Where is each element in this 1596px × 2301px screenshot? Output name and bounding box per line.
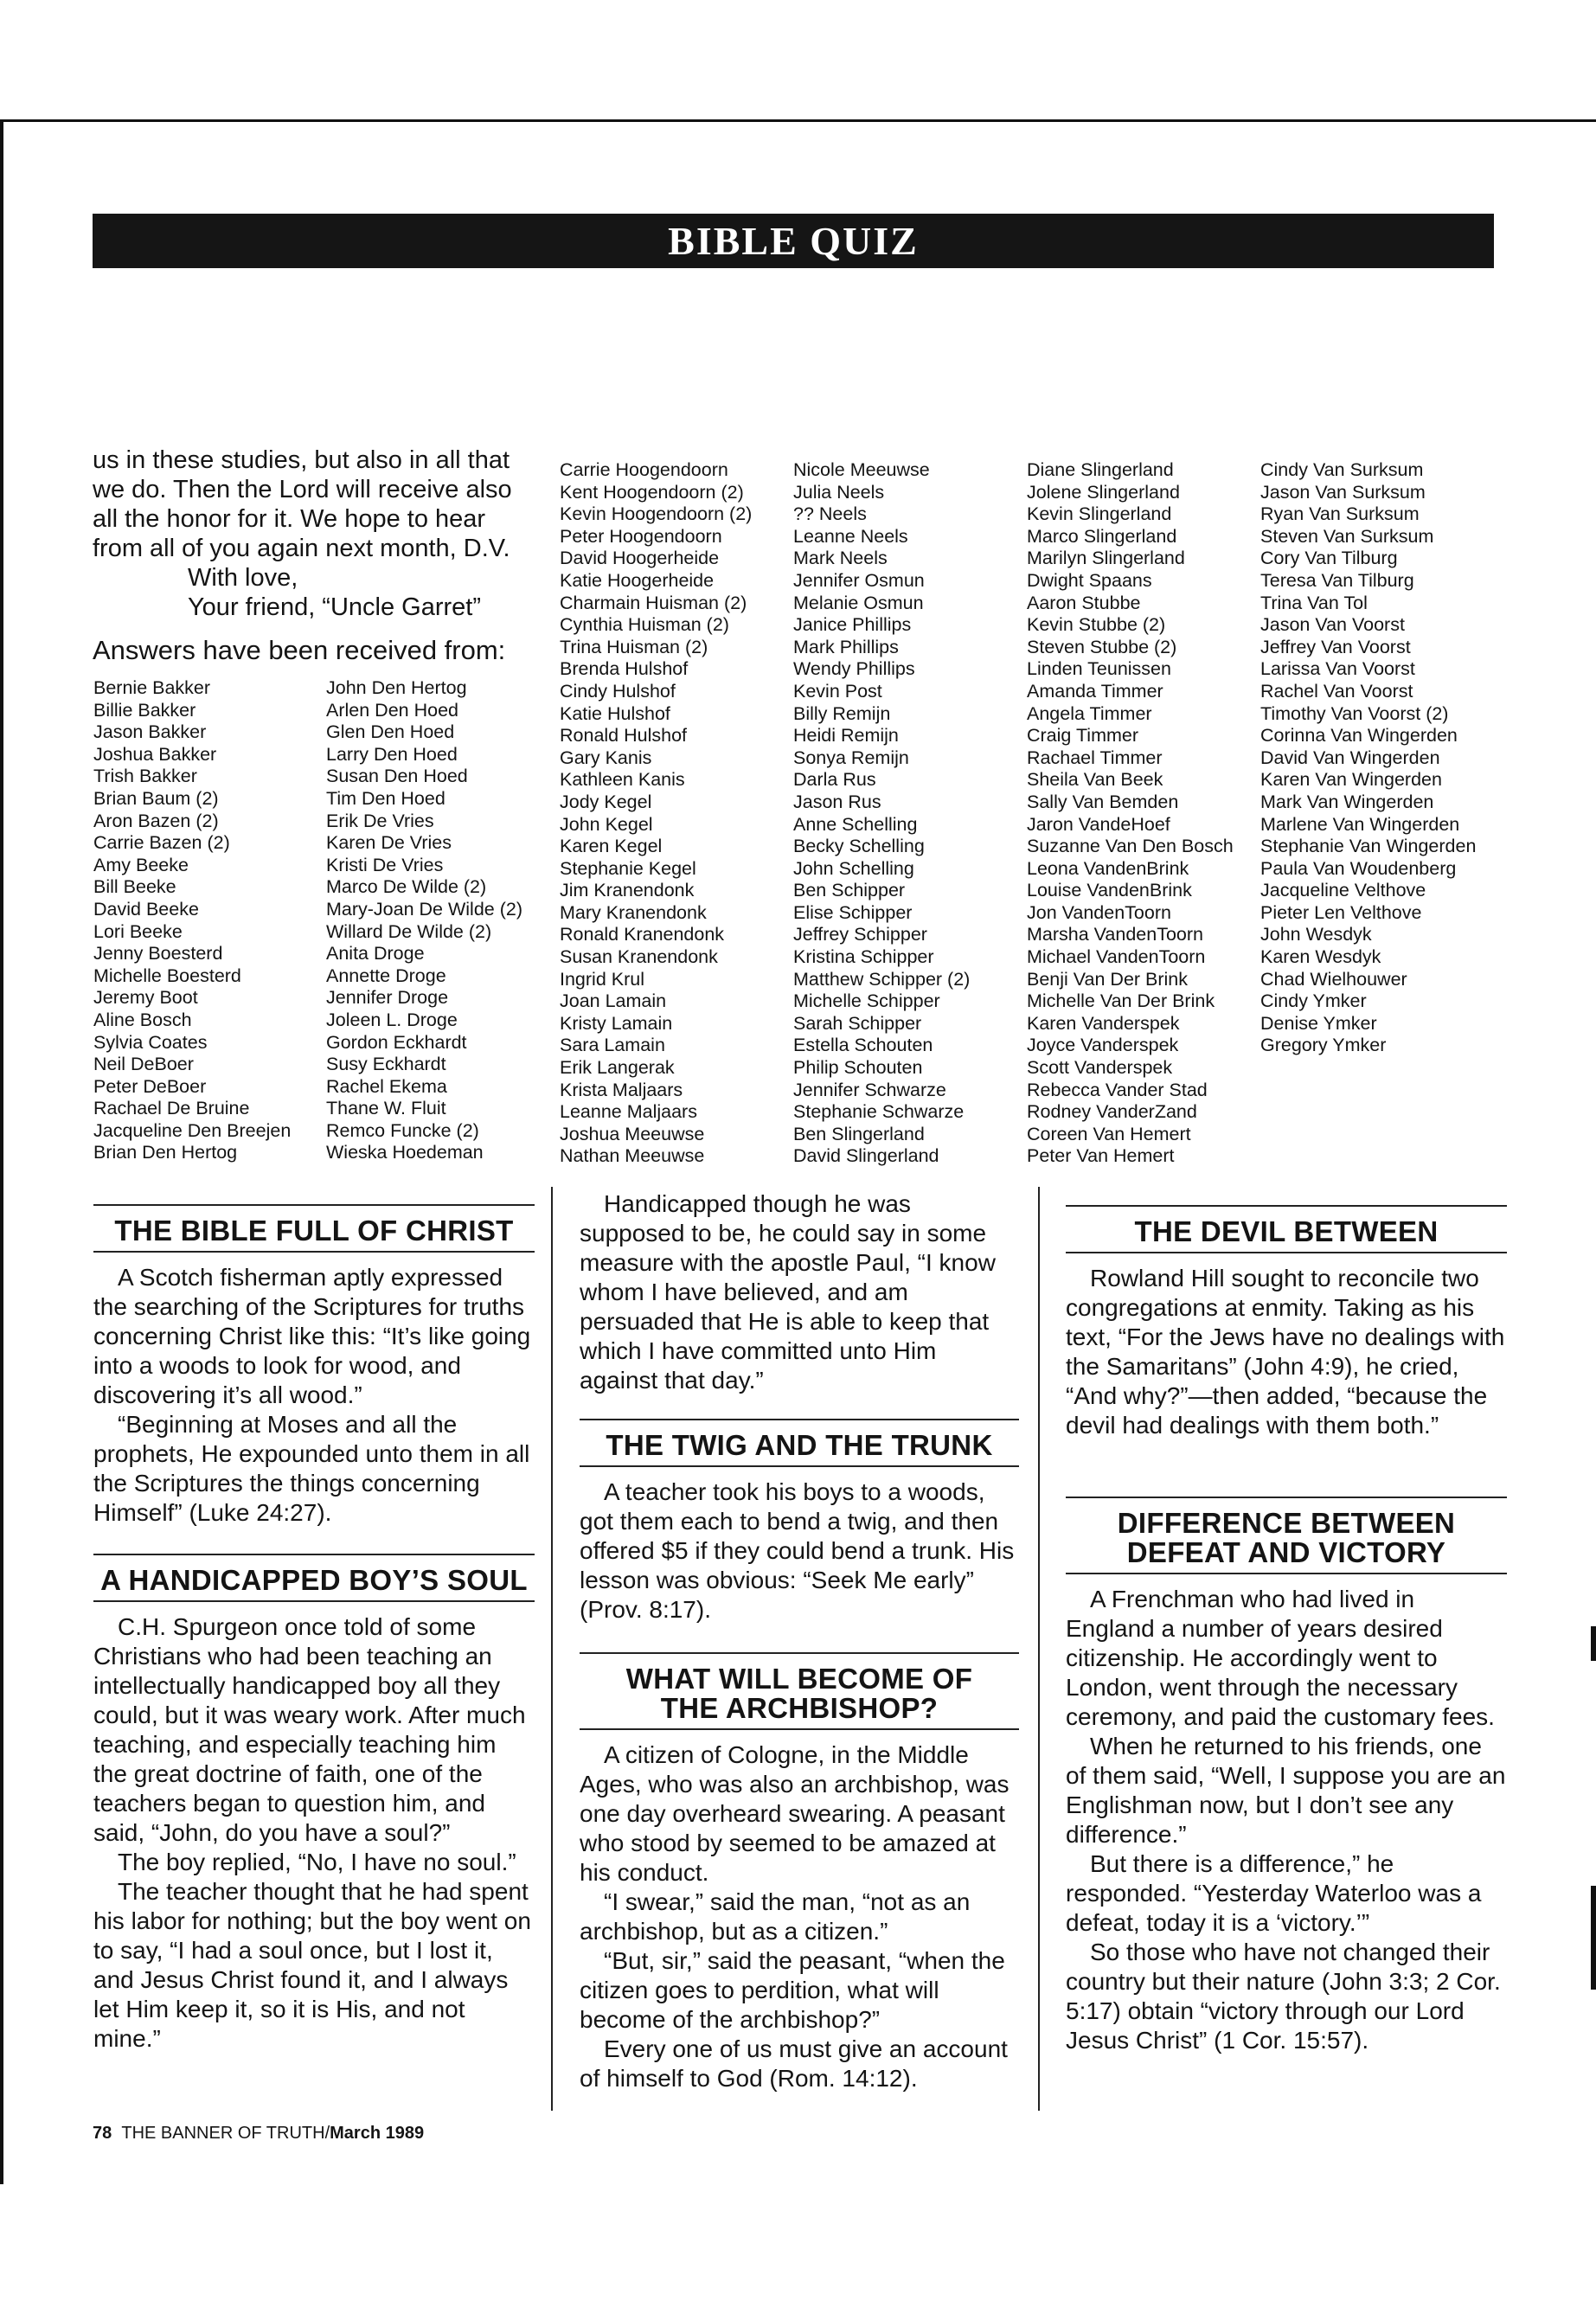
top-rule (0, 119, 1596, 122)
paragraph: The teacher thought that he had spent his labor for nothing; but the boy went on to say, “I had a soul once, but I lost it, and Jesus Christ found it, and I always let Him keep it, so it is His, and not mine.” (93, 1878, 531, 2052)
name-list-column-5 (1027, 459, 1234, 1168)
name-entry: Becky Schelling (793, 836, 925, 857)
name-entry: Amy Beeke (93, 854, 189, 875)
name-entry: Ryan Van Surksum (1260, 503, 1420, 525)
name-entry: Jenny Boesterd (93, 943, 223, 965)
name-entry: Rachel Ekema (326, 1075, 447, 1097)
article-title-line-2: DEFEAT AND VICTORY (1126, 1536, 1446, 1568)
name-entry: Jason Van Voorst (1260, 614, 1405, 636)
rule (580, 1419, 1019, 1420)
name-entry: Mark Van Wingerden (1260, 791, 1434, 812)
paragraph: A teacher took his boys to a woods, got them each to bend a twig, and then offered $5 if they could bend a trunk. His lesson was obvious: “Seek Me early” (Prov. 8:17). (580, 1478, 1015, 1623)
name-entry: Billy Remijn (793, 702, 891, 724)
name-entry: Carrie Hoogendoorn (560, 459, 728, 480)
name-entry: Kristi De Vries (326, 854, 444, 875)
name-entry: Aron Bazen (2) (93, 810, 219, 831)
paragraph: “But, sir,” said the peasant, “when the citizen goes to perdition, what will become of the archbishop?” (580, 1947, 1005, 2033)
intro-line: us in these studies, but also in all that (93, 446, 510, 474)
name-entry: Cindy Hulshof (560, 680, 676, 702)
name-entry: Susan Den Hoed (326, 766, 468, 787)
paragraph: A citizen of Cologne, in the Middle Ages, who was also an archbishop, was one day overheard swearing. A peasant who stood by seemed to be amazed at his conduct. (580, 1741, 1010, 1886)
name-entry: Thane W. Fluit (326, 1098, 446, 1119)
name-entry: Marlene Van Wingerden (1260, 813, 1460, 835)
name-entry: Larissa Van Voorst (1260, 658, 1415, 680)
answers-heading: Answers have been received from: (93, 635, 506, 665)
name-entry: John Wesdyk (1260, 924, 1372, 945)
left-page-edge (0, 121, 3, 2184)
name-entry: Ben Slingerland (793, 1123, 925, 1144)
name-list-column-4 (793, 459, 970, 1168)
article-devil-between (1066, 1205, 1507, 1440)
name-entry: Sara Lamain (560, 1035, 665, 1056)
name-entry: Leanne Neels (793, 525, 908, 547)
name-entry: Rodney VanderZand (1027, 1101, 1197, 1123)
paragraph: C.H. Spurgeon once told of some Christians who had been teaching an intellectually handicapped boy all they could, but it was weary work. After much teaching, and especially teaching him the great doctrine of faith, one of the teachers began to question him, and said, “John, do you have a soul?” (93, 1613, 526, 1846)
name-entry: Jacqueline Den Breejen (93, 1119, 292, 1141)
name-entry: Julia Neels (793, 481, 885, 503)
name-entry: Kevin Hoogendoorn (2) (560, 503, 753, 525)
name-entry: Jody Kegel (560, 791, 652, 812)
name-entry: Trish Bakker (93, 766, 197, 787)
name-entry: Larry Den Hoed (326, 743, 458, 765)
paragraph: Handicapped though he was supposed to be, he could say in some measure with the apostle Paul, “I know whom I have believed, and am persuaded that He is able to keep that which I have committed unto Him against that day.” (580, 1190, 996, 1394)
article-title-line-2: THE ARCHBISHOP? (660, 1692, 939, 1724)
name-entry: Denise Ymker (1260, 1012, 1377, 1034)
name-entry: Brian Den Hertog (93, 1142, 238, 1163)
name-entry: Dwight Spaans (1027, 569, 1152, 591)
paragraph: A Scotch fisherman aptly expressed the searching of the Scriptures for truths concerning Christ like this: “It’s like going into a woods to look for wood, and discovering it’s all wood.” (93, 1264, 531, 1408)
name-entry: Jason Rus (793, 791, 881, 812)
name-entry: Erik Langerak (560, 1057, 675, 1079)
section-title: BIBLE QUIZ (668, 219, 919, 263)
name-entry: Matthew Schipper (2) (793, 968, 971, 990)
intro-line: all the honor for it. We hope to hear (93, 505, 486, 533)
name-entry: Jeremy Boot (93, 987, 198, 1009)
name-entry: Heidi Remijn (793, 725, 899, 747)
name-entry: Diane Slingerland (1027, 459, 1174, 480)
name-entry: Jason Bakker (93, 721, 207, 743)
name-entry: Neil DeBoer (93, 1054, 194, 1075)
name-entry: Stephanie Kegel (560, 857, 696, 879)
name-entry: Remco Funcke (2) (326, 1119, 479, 1141)
name-entry: Linden Teunissen (1027, 658, 1171, 680)
scan-edge-mark (1591, 1886, 1596, 1990)
article-twig-and-trunk (580, 1419, 1019, 1625)
paragraph: “Beginning at Moses and all the prophets, He expounded unto them in all the Scriptures the things concerning Himself” (Luke 24:27). (93, 1411, 530, 1526)
name-entry: Mark Neels (793, 548, 888, 569)
name-entry: Louise VandenBrink (1027, 880, 1192, 901)
name-entry: David Hoogerheide (560, 548, 720, 569)
name-entry: Marco Slingerland (1027, 525, 1177, 547)
name-entry: Stephanie Schwarze (793, 1101, 965, 1123)
article-defeat-and-victory (1066, 1497, 1507, 2055)
rule (93, 1554, 535, 1555)
name-entry: Joshua Meeuwse (560, 1123, 705, 1144)
name-entry: Michelle Boesterd (93, 965, 241, 986)
name-entry: Joshua Bakker (93, 743, 217, 765)
name-entry: Billie Bakker (93, 699, 196, 721)
paragraph: “I swear,” said the man, “not as an archbishop, but as a citizen.” (580, 1888, 971, 1945)
name-entry: Aaron Stubbe (1027, 592, 1141, 613)
publication-name: THE BANNER OF TRUTH/ (121, 2124, 330, 2143)
name-entry: Arlen Den Hoed (326, 699, 458, 721)
name-entry: Trina Huisman (2) (560, 636, 708, 657)
rule (1066, 1252, 1507, 1253)
name-entry: Sheila Van Beek (1027, 769, 1163, 791)
name-entry: Joyce Vanderspek (1027, 1035, 1179, 1056)
paragraph: When he returned to his friends, one of them said, “Well, I suppose you are an Englishman now, but I don’t see any difference.” (1066, 1733, 1506, 1848)
name-entry: Kevin Slingerland (1027, 503, 1172, 525)
issue-date: March 1989 (330, 2124, 425, 2143)
name-entry: Joan Lamain (560, 990, 667, 1012)
name-entry: Rebecca Vander Stad (1027, 1079, 1208, 1100)
name-entry: Melanie Osmun (793, 592, 924, 613)
name-entry: Rachel Van Voorst (1260, 680, 1413, 702)
name-entry: Jennifer Droge (326, 987, 449, 1009)
rule (1066, 1497, 1507, 1498)
name-entry: Ben Schipper (793, 880, 906, 901)
name-entry: Cindy Van Surksum (1260, 459, 1424, 480)
name-entry: Steven Stubbe (2) (1027, 636, 1177, 657)
name-entry: Willard De Wilde (2) (326, 920, 492, 942)
name-entry: Gary Kanis (560, 747, 652, 768)
name-entry: Trina Van Tol (1260, 592, 1368, 613)
name-entry: Jaron VandeHoef (1027, 813, 1170, 835)
name-entry: Sarah Schipper (793, 1012, 922, 1034)
article-archbishop (580, 1652, 1019, 2093)
name-entry: Paula Van Woudenberg (1260, 857, 1457, 879)
name-entry: Katie Hoogerheide (560, 569, 715, 591)
name-entry: Karen De Vries (326, 832, 452, 854)
name-entry: Bernie Bakker (93, 677, 211, 698)
column-divider (551, 1187, 553, 2111)
name-entry: Jason Van Surksum (1260, 481, 1426, 503)
name-entry: Jolene Slingerland (1027, 481, 1180, 503)
name-entry: Bill Beeke (93, 876, 176, 898)
name-entry: ?? Neels (793, 503, 867, 525)
name-entry: Karen Vanderspek (1027, 1012, 1180, 1034)
name-entry: Scott Vanderspek (1027, 1057, 1173, 1079)
name-entry: Kevin Stubbe (2) (1027, 614, 1166, 636)
name-entry: Darla Rus (793, 769, 876, 791)
name-entry: David Beeke (93, 898, 199, 920)
name-entry: Gregory Ymker (1260, 1035, 1387, 1056)
name-list-column-6 (1260, 459, 1476, 1057)
name-entry: Nicole Meeuwse (793, 459, 930, 480)
name-entry: Annette Droge (326, 965, 446, 986)
rule (580, 1652, 1019, 1654)
article-handicapped-boys-soul (93, 1554, 535, 2054)
name-entry: Jennifer Schwarze (793, 1079, 946, 1100)
name-entry: Nathan Meeuwse (560, 1145, 705, 1167)
name-entry: Mary Kranendonk (560, 901, 707, 923)
name-entry: Charmain Huisman (2) (560, 592, 747, 613)
name-entry: Rachael De Bruine (93, 1098, 250, 1119)
closing: With love, (188, 564, 298, 592)
name-entry: Susan Kranendonk (560, 946, 718, 968)
name-entry: Stephanie Van Wingerden (1260, 836, 1477, 857)
name-entry: Wendy Phillips (793, 658, 915, 680)
name-entry: Kent Hoogendoorn (2) (560, 481, 744, 503)
name-entry: Ingrid Krul (560, 968, 644, 990)
name-entry: Janice Phillips (793, 614, 912, 636)
name-entry: Joleen L. Droge (326, 1009, 458, 1030)
name-entry: John Schelling (793, 857, 914, 879)
article-handicapped-continuation (580, 1189, 1019, 1395)
page-number: 78 (93, 2124, 112, 2143)
name-entry: Corinna Van Wingerden (1260, 725, 1458, 747)
article-title: THE TWIG AND THE TRUNK (606, 1429, 993, 1461)
rule (1066, 1573, 1507, 1574)
rule (580, 1728, 1019, 1730)
name-entry: Anne Schelling (793, 813, 918, 835)
name-entry: Coreen Van Hemert (1027, 1123, 1191, 1144)
name-entry: Ronald Hulshof (560, 725, 688, 747)
page-footer (93, 2123, 424, 2144)
name-entry: Chad Wielhouwer (1260, 968, 1407, 990)
name-entry: Kristina Schipper (793, 946, 934, 968)
scan-edge-mark (1591, 1626, 1596, 1661)
name-entry: Michael VandenToorn (1027, 946, 1206, 968)
name-entry: Steven Van Surksum (1260, 525, 1434, 547)
article-title: A HANDICAPPED BOY’S SOUL (100, 1564, 528, 1596)
paragraph: Every one of us must give an account of himself to God (Rom. 14:12). (580, 2035, 1008, 2092)
name-entry: Aline Bosch (93, 1009, 192, 1030)
name-entry: Philip Schouten (793, 1057, 923, 1079)
name-entry: Karen Kegel (560, 836, 663, 857)
name-list-column-3 (560, 459, 752, 1168)
name-entry: Krista Maljaars (560, 1079, 683, 1100)
name-entry: Ronald Kranendonk (560, 924, 725, 945)
name-entry: Katie Hulshof (560, 702, 670, 724)
name-entry: Karen Wesdyk (1260, 946, 1381, 968)
article-title-line-1: DIFFERENCE BETWEEN (1117, 1507, 1456, 1539)
name-entry: Peter Hoogendoorn (560, 525, 722, 547)
name-entry: Cory Van Tilburg (1260, 548, 1398, 569)
name-entry: Leanne Maljaars (560, 1101, 697, 1123)
article-title: THE BIBLE FULL OF CHRIST (114, 1215, 514, 1247)
name-entry: David Slingerland (793, 1145, 939, 1167)
name-entry: Teresa Van Tilburg (1260, 569, 1414, 591)
section-header (93, 214, 1494, 268)
name-entry: Anita Droge (326, 943, 425, 965)
rule (580, 1465, 1019, 1467)
name-entry: Erik De Vries (326, 810, 434, 831)
name-entry: Kristy Lamain (560, 1012, 673, 1034)
paragraph: So those who have not changed their country but their nature (John 3:3; 2 Cor. 5:17) obtain “victory through our Lord Jesus Christ” (1 Cor. 15:57). (1066, 1939, 1501, 2054)
name-entry: Lori Beeke (93, 920, 183, 942)
name-entry: Cindy Ymker (1260, 990, 1367, 1012)
name-entry: John Kegel (560, 813, 653, 835)
name-entry: Michelle Schipper (793, 990, 940, 1012)
name-entry: Jennifer Osmun (793, 569, 925, 591)
paragraph: Rowland Hill sought to reconcile two congregations at enmity. Taking as his text, “For the Jews have no dealings with the Samaritans” (John 4:9), he cried, “And why?”—then added, “because the devil had dealings with them both.” (1066, 1265, 1505, 1439)
name-entry: Sally Van Bemden (1027, 791, 1179, 812)
name-entry: Benji Van Der Brink (1027, 968, 1189, 990)
paragraph: But there is a difference,” he responded. “Yesterday Waterloo was a defeat, today it is a ‘victory.’” (1066, 1850, 1482, 1936)
intro-line: from all of you again next month, D.V. (93, 535, 510, 562)
name-entry: Estella Schouten (793, 1035, 933, 1056)
name-entry: Jeffrey Van Voorst (1260, 636, 1411, 657)
name-entry: Susy Eckhardt (326, 1054, 446, 1075)
name-entry: Rachael Timmer (1027, 747, 1163, 768)
name-entry: Craig Timmer (1027, 725, 1139, 747)
name-entry: John Den Hertog (326, 677, 467, 698)
name-entry: Marilyn Slingerland (1027, 548, 1185, 569)
name-entry: Elise Schipper (793, 901, 913, 923)
name-entry: Suzanne Van Den Bosch (1027, 836, 1234, 857)
name-entry: Timothy Van Voorst (2) (1260, 702, 1449, 724)
name-entry: David Van Wingerden (1260, 747, 1440, 768)
name-list-column-1 (93, 677, 291, 1164)
name-entry: Mary-Joan De Wilde (2) (326, 898, 522, 920)
name-entry: Amanda Timmer (1027, 680, 1163, 702)
name-entry: Glen Den Hoed (326, 721, 455, 743)
name-entry: Peter DeBoer (93, 1075, 207, 1097)
name-entry: Sylvia Coates (93, 1031, 208, 1053)
name-list-column-2 (326, 677, 522, 1164)
name-entry: Sonya Remijn (793, 747, 909, 768)
name-entry: Carrie Bazen (2) (93, 832, 230, 854)
rule (93, 1204, 535, 1206)
name-entry: Jacqueline Velthove (1260, 880, 1426, 901)
name-entry: Jim Kranendonk (560, 880, 695, 901)
name-entry: Jon VandenToorn (1027, 901, 1171, 923)
article-bible-full-of-christ (93, 1204, 535, 1528)
article-title-line-1: WHAT WILL BECOME OF (625, 1663, 973, 1695)
name-entry: Karen Van Wingerden (1260, 769, 1442, 791)
name-entry: Peter Van Hemert (1027, 1145, 1175, 1167)
name-entry: Brian Baum (2) (93, 787, 219, 809)
name-entry: Kathleen Kanis (560, 769, 685, 791)
name-entry: Pieter Len Velthove (1260, 901, 1422, 923)
column-divider (1038, 1187, 1040, 2111)
name-entry: Angela Timmer (1027, 702, 1152, 724)
signature: Your friend, “Uncle Garret” (188, 593, 482, 621)
name-entry: Marsha VandenToorn (1027, 924, 1203, 945)
name-entry: Cynthia Huisman (2) (560, 614, 729, 636)
paragraph: A Frenchman who had lived in England a number of years desired citizenship. He accordingly went to London, went through the necessary ceremony, and paid the customary fees. (1066, 1586, 1495, 1730)
article-title: THE DEVIL BETWEEN (1134, 1215, 1439, 1247)
name-entry: Jeffrey Schipper (793, 924, 927, 945)
name-entry: Wieska Hoedeman (326, 1142, 484, 1163)
name-entry: Marco De Wilde (2) (326, 876, 487, 898)
rule (1066, 1205, 1507, 1207)
intro-text (93, 445, 542, 622)
rule (93, 1251, 535, 1253)
rule (93, 1600, 535, 1602)
name-entry: Gordon Eckhardt (326, 1031, 467, 1053)
name-entry: Michelle Van Der Brink (1027, 990, 1215, 1012)
name-entry: Leona VandenBrink (1027, 857, 1189, 879)
intro-line: we do. Then the Lord will receive also (93, 476, 512, 503)
name-entry: Tim Den Hoed (326, 787, 445, 809)
name-entry: Kevin Post (793, 680, 882, 702)
paragraph: The boy replied, “No, I have no soul.” (118, 1849, 516, 1875)
name-entry: Mark Phillips (793, 636, 899, 657)
name-entry: Brenda Hulshof (560, 658, 689, 680)
